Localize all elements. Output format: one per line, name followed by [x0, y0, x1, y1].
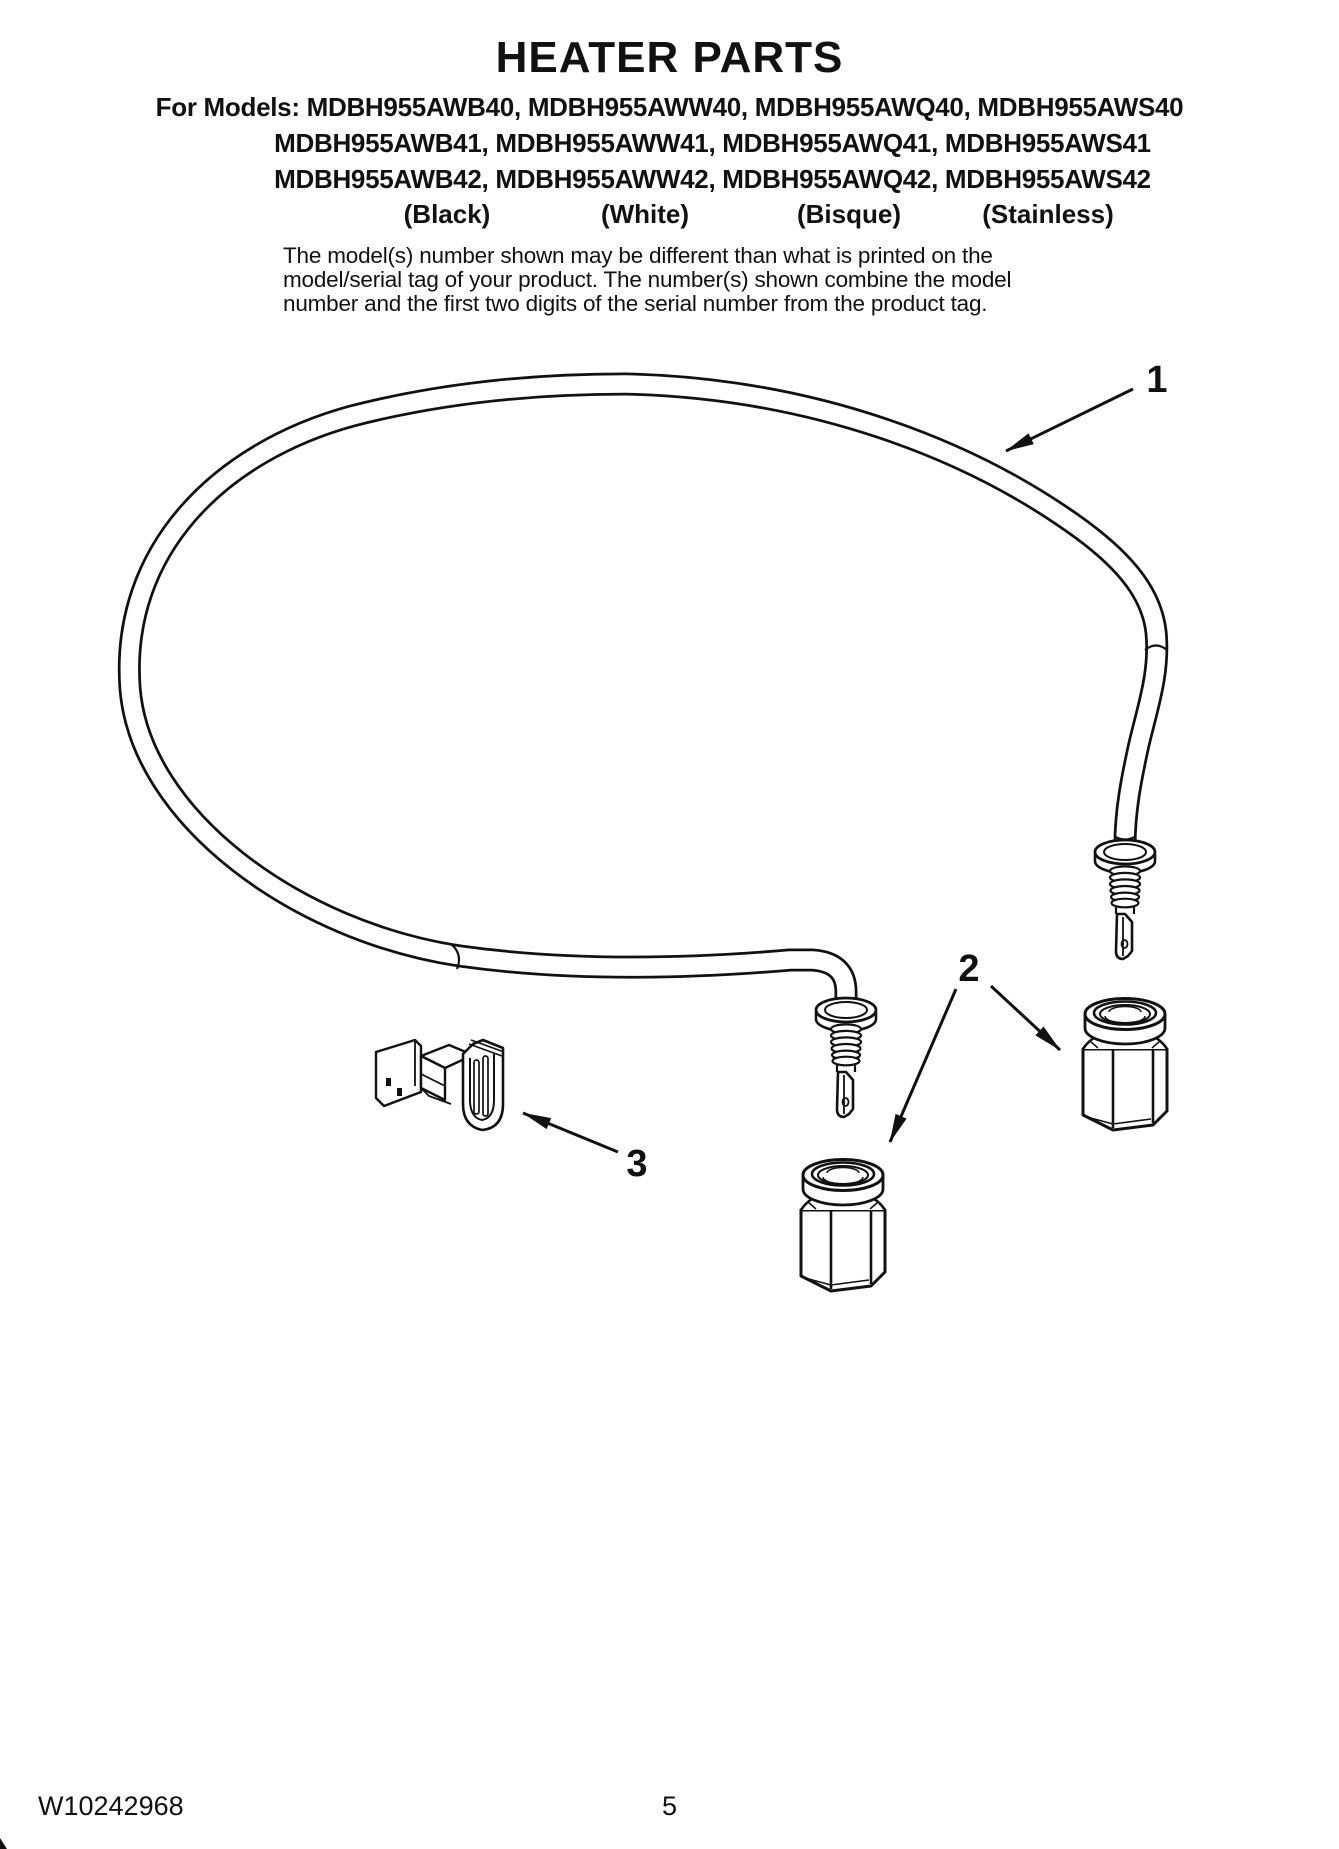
page-number: 5 [661, 1791, 678, 1821]
heating-element-drawing [129, 384, 1167, 1117]
color-legend [0, 199, 1339, 231]
document-number: W10242968 [38, 1791, 184, 1821]
element-terminal-left [816, 998, 876, 1117]
callout-arrow-2a [890, 989, 956, 1142]
color-label-stainless: (Stainless) [982, 199, 1114, 229]
element-tube-fill [129, 384, 1156, 1002]
model-number-note [283, 244, 1073, 315]
model-list [0, 89, 1339, 197]
model-row: MDBH955AWB41, MDBH955AWW41, MDBH955AWQ41, MDBH955AWS41 [274, 128, 1151, 158]
page-header [0, 33, 1339, 315]
scan-artifact [0, 1838, 7, 1849]
color-label-white: (White) [600, 199, 690, 229]
callout-arrow-2b [991, 986, 1060, 1050]
note-line: number and the first two digits of the serial number from the product tag. [283, 290, 988, 316]
callout-arrow-3 [523, 1113, 618, 1152]
model-row: MDBH955AWB42, MDBH955AWW42, MDBH955AWQ42, MDBH955AWS42 [274, 164, 1151, 194]
part-callout-3: 3 [626, 1143, 648, 1185]
square-nut-right [1083, 999, 1167, 1131]
model-row [0, 89, 1339, 125]
color-label-bisque: (Bisque) [797, 199, 901, 229]
models-label: For Models: [155, 92, 300, 122]
color-label-black: (Black) [403, 199, 491, 229]
note-line: The model(s) number shown may be different than what is printed on the [283, 243, 993, 268]
note-line: model/serial tag of your product. The number(s) shown combine the model [283, 266, 1012, 292]
page-title: HEATER PARTS [495, 33, 844, 82]
callout-arrow-1 [1006, 389, 1133, 451]
model-row-text: MDBH955AWB40, MDBH955AWW40, MDBH955AWQ40, MDBH955AWS40 [306, 92, 1184, 122]
part-callout-1: 1 [1146, 359, 1168, 401]
part-callout-2: 2 [958, 948, 980, 990]
heater-clip-drawing [376, 1040, 504, 1130]
square-nut-lower [801, 1160, 885, 1292]
element-terminal-right [1095, 840, 1155, 959]
